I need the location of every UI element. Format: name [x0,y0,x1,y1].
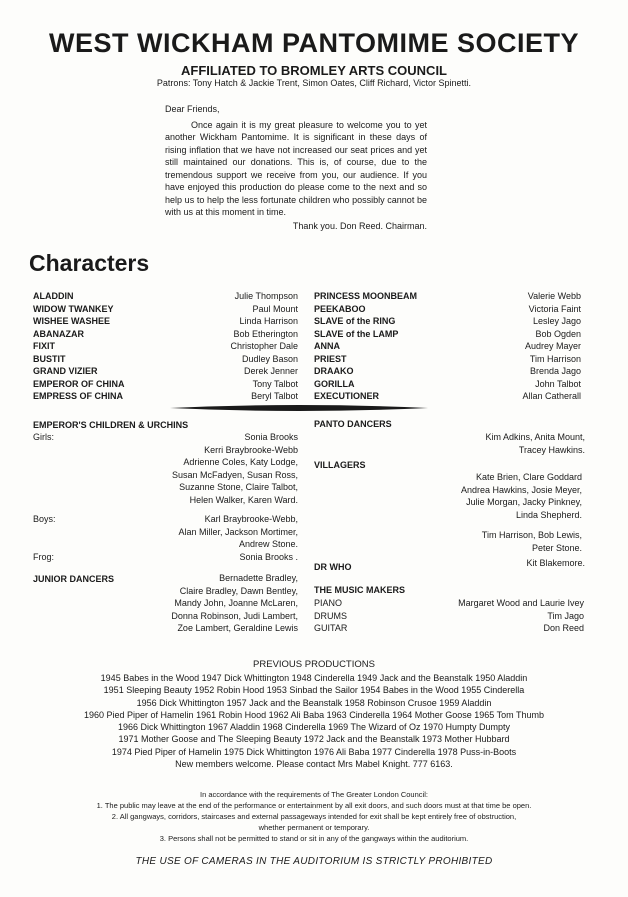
music-row [314,622,584,635]
cast-row [33,328,298,341]
cast-row [314,303,581,316]
frog-label: Frog: [33,552,55,562]
chairman-letter [165,103,427,232]
list-item: 1956 Dick Whittington 1957 Jack and the Beanstalk 1958 Robinson Crusoe 1959 Aladdin [136,697,492,708]
role-name: PEEKABOO [314,303,366,314]
previous-productions-list [40,672,588,770]
list-item: Zoe Lambert, Geraldine Lewis [177,623,298,633]
junior-dancers-heading: JUNIOR DANCERS [33,574,115,584]
list-item: New members welcome. Please contact Mrs Mabel Knight. 777 6163. [175,759,453,770]
letter-body: Once again it is my great pleasure to welcome you to yet another Wickham Pantomime. It is significant in these days of rising inflation that we have not increased our seat prices and yet still maintained our donations. This is, of course, due to the tremendous support we receive from you, our audience. If you have enjoyed this production do please come to the next and so help us to help the less fortunate children who possibly cannot be with us at this moment in time. [165,119,427,217]
actor-name: Tony Talbot [252,378,298,389]
notice-line: 2. All gangways, corridors, staircases and external passageways intended for exit shall be kept entirely free of obstruction, [111,812,517,821]
music-makers-list [314,597,584,635]
list-item: 1945 Babes in the Wood 1947 Dick Whittington 1948 Cinderella 1949 Jack and the Beanstalk 1950 Aladdin [100,673,528,683]
role-name: FIXIT [33,341,55,351]
ornamental-divider [170,403,428,413]
role-name: PRINCESS MOONBEAM [314,291,418,301]
music-makers-heading: THE MUSIC MAKERS [314,585,406,595]
letter-signoff: Thank you. Don Reed. Chairman. [292,220,427,231]
faded-watermark-logo [51,169,91,263]
list-item: Susan McFadyen, Susan Ross, [171,469,298,480]
society-title: WEST WICKHAM PANTOMIME SOCIETY [49,28,579,58]
previous-productions-heading: PREVIOUS PRODUCTIONS [253,659,375,670]
actor-name: Brenda Jago [529,366,581,376]
letter-greeting: Dear Friends, [165,104,220,114]
music-row [314,597,584,610]
role-name: BUSTIT [33,353,66,364]
dr-who-actor: Kit Blakemore. [526,558,585,568]
list-item: Adrienne Coles, Katy Lodge, [183,457,298,467]
actor-name: Bob Etherington [233,328,298,339]
role-name: DRAAKO [314,366,354,376]
patrons-line: Patrons: Tony Hatch & Jackie Trent, Simon Oates, Cliff Richard, Victor Spinetti. [156,78,472,88]
girls-label: Girls: [33,432,54,442]
cast-row [33,365,298,378]
cast-row [314,353,581,366]
role-name: SLAVE of the RING [314,316,396,326]
cast-row [33,378,298,391]
actor-name: Beryl Talbot [251,391,298,401]
villagers-heading: VILLAGERS [314,460,366,470]
actor-name: Lesley Jago [532,316,581,326]
list-item: Kate Brien, Clare Goddard [475,472,582,482]
list-item: Sonia Brooks [244,432,298,442]
cast-row [33,303,298,316]
actor-name: Audrey Mayer [524,341,581,351]
list-item: Claire Bradley, Dawn Bentley, [179,585,298,596]
notice-line: 3. Persons shall not be permitted to stand or sit in any of the gangways within the auditorium. [159,834,469,843]
panto-dancers-names [400,431,585,456]
list-item: Kim Adkins, Anita Mount, [485,432,585,442]
cast-list-right [314,290,581,403]
actor-name: Allan Catherall [522,391,581,401]
role-name: GORILLA [314,378,355,389]
junior-dancers-names [130,572,298,635]
affiliation-subtitle: AFFILIATED TO BROMLEY ARTS COUNCIL [180,63,447,78]
player: Don Reed [543,623,584,633]
actor-name: Paul Mount [252,303,298,314]
actor-name: Christopher Dale [230,341,298,351]
cast-row [314,365,581,378]
list-item: Karl Braybrooke-Webb, [204,514,298,524]
actor-name: Tim Harrison [529,353,581,364]
role-name: ANNA [314,341,340,351]
list-item: Peter Stone. [531,542,582,553]
children-heading: EMPEROR'S CHILDREN & URCHINS [33,420,189,430]
list-item: Suzanne Stone, Claire Talbot, [179,482,298,492]
list-item: Alan Miller, Jackson Mortimer, [178,526,298,537]
cast-row [314,328,581,341]
list-item: Bernadette Bradley, [219,573,298,583]
actor-name: Derek Jenner [243,366,298,376]
notice-line: whether permanent or temporary. [258,823,370,832]
cast-row [314,290,581,303]
dr-who-heading: DR WHO [314,562,352,572]
list-item: 1951 Sleeping Beauty 1952 Robin Hood 1953 Sinbad the Sailor 1954 Babes in the Wood 1955 Cinderella [103,685,525,696]
boys-names [130,513,298,551]
list-item: Andrew Stone. [238,539,298,549]
role-name: EXECUTIONER [314,391,380,401]
cast-list-left [33,290,298,403]
actor-name: Bob Ogden [535,328,581,339]
villagers-names [400,471,582,521]
actor-name: Victoria Faint [528,303,581,314]
list-item: 1974 Pied Piper of Hamelin 1975 Dick Whittington 1976 Ali Baba 1977 Cinderella 1978 Puss-in-Boots [111,746,517,757]
list-item: Helen Walker, Karen Ward. [189,494,298,505]
role-name: EMPEROR OF CHINA [33,378,125,389]
role-name: WIDOW TWANKEY [33,303,114,314]
list-item: Tracey Hawkins. [518,444,585,455]
list-item: Linda Shepherd. [515,509,582,520]
instrument: PIANO [314,598,343,608]
cast-row [33,340,298,353]
notice-line: 1. The public may leave at the end of the performance or entertainment by all exit doors, and such doors must at that time be open. [96,801,532,810]
cast-row [33,390,298,403]
list-item: Andrea Hawkins, Josie Meyer, [460,484,582,495]
list-item: Kerri Braybrooke-Webb [204,444,298,455]
cast-row [314,378,581,391]
girls-names [130,431,298,506]
list-item: 1966 Dick Whittington 1967 Aladdin 1968 Cinderella 1969 The Wizard of Oz 1970 Humpty Dumpty [117,722,511,733]
actor-name: Linda Harrison [239,316,298,326]
actor-name: Dudley Bason [241,353,298,364]
list-item: Donna Robinson, Judi Lambert, [171,610,298,621]
role-name: PRIEST [314,353,347,364]
cast-row [33,353,298,366]
list-item: Julie Morgan, Jacky Pinkney, [466,497,582,507]
player: Margaret Wood and Laurie Ivey [458,598,584,608]
notice-line: In accordance with the requirements of The Greater London Council: [200,790,428,799]
actor-name: Valerie Webb [527,291,581,301]
role-name: EMPRESS OF CHINA [33,391,124,401]
cast-row [314,315,581,328]
frog-name: Sonia Brooks . [239,552,298,562]
list-item: Mandy John, Joanne McLaren, [174,598,298,608]
cast-row [314,340,581,353]
list-item: Tim Harrison, Bob Lewis, [481,530,582,540]
list-item: 1960 Pied Piper of Hamelin 1961 Robin Hood 1962 Ali Baba 1963 Cinderella 1964 Mother Goose 1965 Tom Thumb [84,709,544,720]
role-name: GRAND VIZIER [33,366,98,376]
list-item: 1971 Mother Goose and The Sleeping Beauty 1972 Jack and the Beanstalk 1973 Mother Hubbard [118,734,510,745]
music-row [314,610,584,623]
role-name: WISHEE WASHEE [33,316,111,326]
instrument: DRUMS [314,610,347,621]
player: Tim Jago [547,610,584,621]
cast-row [314,390,581,403]
actor-name: John Talbot [535,378,581,389]
cameras-prohibited-notice: THE USE OF CAMERAS IN THE AUDITORIUM IS STRICTLY PROHIBITED [135,856,493,867]
cast-row [33,290,298,303]
boys-label: Boys: [33,514,56,524]
villagers-names-more [400,529,582,554]
role-name: ABANAZAR [33,328,84,339]
council-notice [20,789,608,844]
instrument: GUITAR [314,623,348,633]
role-name: SLAVE of the LAMP [314,328,399,339]
cast-row [33,315,298,328]
panto-dancers-heading: PANTO DANCERS [314,419,392,429]
characters-heading: Characters [29,250,150,276]
role-name: ALADDIN [33,291,74,301]
actor-name: Julie Thompson [234,291,298,301]
